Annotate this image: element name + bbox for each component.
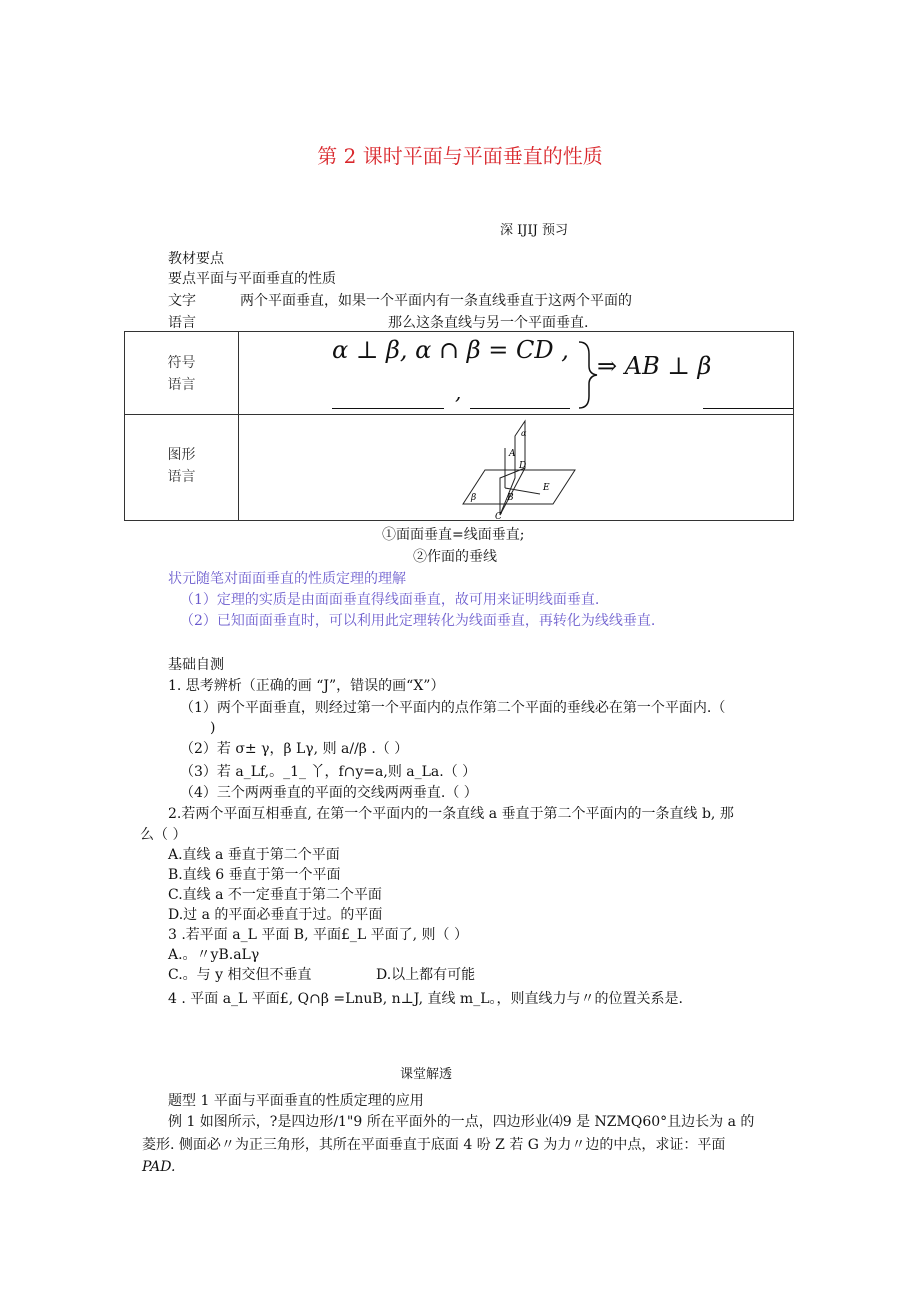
symbol-label-2: 语言: [167, 377, 196, 393]
notes-item-2: （2）已知面面垂直时，可以利用此定理转化为线面垂直，再转化为线线垂直.: [180, 613, 656, 629]
answer-2: ②作面的垂线: [413, 549, 497, 565]
label-a: A: [509, 449, 516, 459]
text-lang-label-2: 语言: [168, 315, 196, 331]
textbook-points-heading: 教材要点: [168, 251, 224, 267]
label-d: D: [519, 461, 527, 471]
question-2-cont: 么（ ）: [140, 827, 187, 843]
label-b: B: [507, 493, 514, 503]
question-1-1: （1）两个平面垂直，则经过第一个平面内的点作第二个平面的垂线必在第一个平面内.（: [180, 700, 726, 716]
symbol-result: ⇒ AB ⊥ β: [597, 352, 712, 380]
text-lang-line-2: 那么这条直线与另一个平面垂直.: [388, 315, 589, 331]
blank-line-3: [703, 408, 793, 409]
label-alpha: α: [521, 429, 527, 438]
question-2-option-b: B.直线 6 垂直于第一个平面: [168, 867, 341, 883]
notes-heading: 状元随笔对面面垂直的性质定理的理解: [168, 571, 406, 587]
example-1-line-3: PAD.: [142, 1159, 176, 1175]
label-beta: β: [471, 493, 477, 503]
question-2-option-d: D.过 a 的平面必垂直于过。的平面: [168, 907, 383, 923]
text-lang-line-1: 两个平面垂直，如果一个平面内有一条直线垂直于这两个平面的: [240, 293, 632, 309]
question-3: 3 .若平面 a_L 平面 B, 平面£_L 平面了, 则（ ）: [168, 927, 468, 943]
figure-label-2: 语言: [167, 469, 196, 485]
table-col-divider: [238, 332, 239, 520]
plane-beta: [463, 470, 575, 504]
symbol-formula: α ⊥ β, α ∩ β = CD ,: [332, 336, 569, 364]
label-c: C: [495, 512, 502, 520]
classroom-heading: 课堂解透: [400, 1067, 453, 1082]
plane-figure: [455, 418, 585, 520]
question-3-option-c: C.。与 y 相交但不垂直: [168, 967, 312, 983]
topic-1-heading: 题型 1 平面与平面垂直的性质定理的应用: [168, 1093, 424, 1109]
blank-line-1: [332, 408, 444, 409]
answer-1: ①面面垂直=线面垂直;: [382, 527, 525, 543]
question-4: 4 . 平面 a_L 平面£, Q∩β =LnuB, n⊥J, 直线 m_L。，则直线力与〃的位置关系是.: [168, 991, 683, 1007]
question-2-option-c: C.直线 a 不一定垂直于第二个平面: [168, 887, 382, 903]
brace-icon: [575, 340, 599, 410]
self-test-heading: 基础自测: [168, 657, 224, 673]
line-cd: [500, 468, 525, 515]
point-heading: 要点平面与平面垂直的性质: [168, 271, 336, 287]
notes-item-1: （1）定理的实质是由面面垂直得线面垂直，故可用来证明线面垂直.: [180, 592, 600, 608]
text-lang-label-1: 文字: [168, 293, 196, 309]
section-preview-heading: 深 IJIJ 预习: [500, 223, 568, 238]
symbol-comma: ,: [455, 380, 462, 404]
question-1-1-close: ): [210, 720, 216, 736]
question-3-option-a: A.。〃yB.aLγ: [168, 947, 260, 963]
question-2: 2.若两个平面互相垂直, 在第一个平面内的一条直线 a 垂直于第二个平面内的一条直线 b, 那: [168, 806, 734, 822]
question-1-3: （3）若 a_Lf,。_1_ 丫，f∩y=a,则 a_La.（ ）: [180, 764, 477, 780]
table-row-divider: [125, 414, 793, 415]
figure-label-1: 图形: [167, 447, 196, 463]
example-1-line-2: 菱形. 侧面必〃为正三角形，其所在平面垂直于底面 4 吩 Z 若 G 为力〃边的中点，求证：平面: [142, 1137, 726, 1153]
question-1: 1. 思考辨析（正确的画 “J”，错误的画“X”）: [168, 678, 445, 694]
label-e: E: [543, 483, 550, 493]
blank-line-2: [470, 408, 570, 409]
property-table: [124, 331, 794, 521]
question-1-2: （2）若 σ± γ，β Lγ, 则 a//β .（ ）: [180, 741, 409, 757]
page-title: 第 2 课时平面与平面垂直的性质: [317, 144, 603, 168]
question-3-option-d: D.以上都有可能: [376, 967, 476, 983]
example-1-line-1: 例 1 如图所示，?是四边形/1"9 所在平面外的一点，四边形业⑷9 是 NZMQ60°且边长为 a 的: [168, 1114, 755, 1130]
question-1-4: （4）三个两两垂直的平面的交线两两垂直.（ ）: [180, 785, 478, 801]
symbol-label-1: 符号: [167, 355, 196, 371]
question-2-option-a: A.直线 a 垂直于第二个平面: [168, 847, 340, 863]
